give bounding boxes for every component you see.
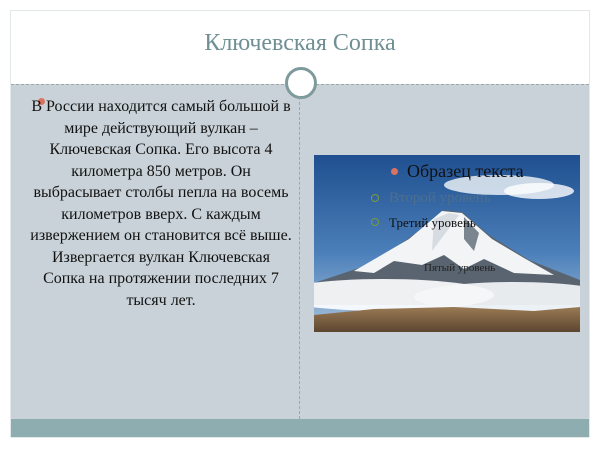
title-ornament-icon [285,67,317,99]
footer-band [11,419,589,437]
placeholder-level1[interactable]: Образец текста [407,161,524,181]
body-text[interactable]: В России находится самый большой в мире действующий вулкан – Ключевская Сопка. Его высота 4 километра 850 метров. Он выбрасывает столбы пепла на восемь километров вверх. С каждым извержением он становится всё выше. Извергается вулкан Ключевская Сопка на протяжении последних 7 тысяч лет. [30,98,292,309]
slide-title[interactable]: Ключевская Сопка [204,30,396,56]
column-divider [299,97,300,419]
placeholder-level5[interactable]: Пятый уровень [424,262,496,274]
placeholder-level2[interactable]: Второй уровень [389,190,491,206]
placeholder-level3[interactable]: Третий уровень [389,215,476,230]
placeholder-subbullet-icon [371,194,379,202]
placeholder-bullet-icon [391,168,398,175]
placeholder-subbullet-icon [371,218,379,226]
